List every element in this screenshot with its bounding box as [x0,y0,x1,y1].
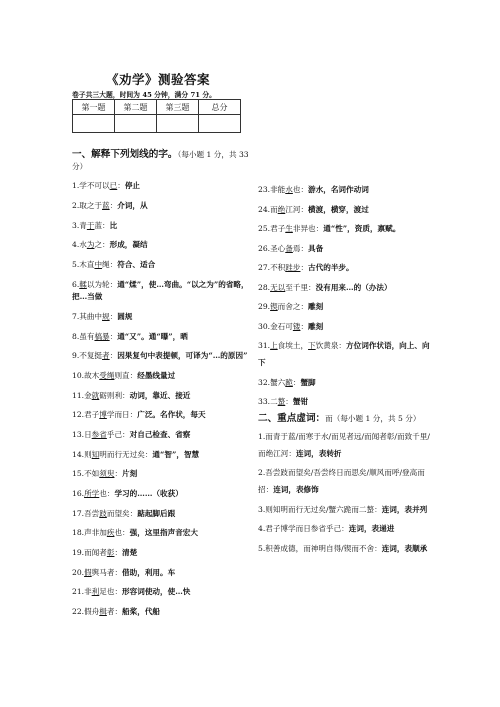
item-answer: 没有用来…的（办法） [315,282,392,292]
item-prompt: ： [114,469,123,479]
underlined-word: 輮 [79,279,87,289]
item-prompt: 20. [72,567,85,577]
item-answer: 连词，表转折 [295,448,342,458]
item-prompt: 17.吾尝 [72,508,100,518]
definition-item [72,468,252,481]
item-answer: 符合、适合 [117,259,156,269]
underlined-word: 跪 [285,377,293,387]
item-prompt: 也： [292,185,309,194]
section1-heading-text: 一、解释下列划线的字。 [72,149,178,160]
underlined-word: 备 [285,243,293,253]
item-prompt: 乎己： [106,429,130,439]
item-prompt: 21.非 [72,587,92,597]
item-prompt: 至千里： [285,282,316,292]
function-word-item [258,464,436,498]
underlined-word: 须臾 [99,469,115,479]
definition-item [258,240,436,257]
document-subtitle: 卷子共三大题，时间为 45 分钟，满分 71 分。 [72,91,216,99]
item-answer: 方位词作状语，向上、向下 [258,341,430,367]
item-answer: 踮起脚后跟 [137,508,176,518]
item-prompt: ： [292,377,301,387]
item-prompt: 江河： [285,204,309,214]
underlined-word: 蓝 [102,200,110,210]
item-prompt: 3.青 [72,220,87,230]
left-column [72,149,252,619]
underlined-word: 参省 [91,429,107,439]
item-prompt: 33.二 [258,397,278,406]
score-header-3: 第三题 [157,100,199,115]
item-prompt: 22.假舟 [72,607,100,617]
item-answer: 圆规 [117,311,133,321]
item-answer: 形成，凝结 [109,240,148,250]
item-answer: 游水，名词作动词 [308,185,369,194]
underlined-word: 中 [94,259,103,269]
item-prompt: 19.而闻者 [72,548,107,558]
definition-item [72,331,252,344]
score-cell [115,115,157,133]
underlined-word: 已 [109,181,118,191]
item-prompt: 29. [258,302,271,311]
function-word-item [258,501,436,518]
item-prompt: ： [109,351,118,361]
item-prompt: 则直： [114,370,138,380]
item-answer: 通“煣”，使…弯曲。“以之为”的省略，把…当做 [72,279,249,302]
item-prompt: 23.非能 [258,185,286,194]
item-answer: 介词，从 [117,200,148,210]
item-prompt: 1.学不可以 [72,181,110,191]
definition-item [258,374,436,391]
definition-item [72,586,252,599]
item-prompt: ： [300,321,309,331]
item-prompt: 明而行无过矣： [99,449,153,459]
item-prompt: 砺则利： [99,390,130,400]
item-prompt: 饮黄泉： [315,341,347,350]
definition-item [258,279,436,296]
item-prompt: ： [300,263,309,272]
underlined-word: 假 [84,567,92,577]
definition-item [72,547,252,560]
item-prompt: 27.不积 [258,263,286,272]
definition-item [258,318,436,335]
item-prompt: 学而日： [106,410,138,420]
item-prompt: 焉： [292,243,309,253]
underlined-word: 受绳 [99,370,115,380]
underlined-word: 水 [285,185,293,194]
definition-item [72,259,252,272]
underlined-word: 无以 [270,282,286,292]
item-prompt: 绳： [102,259,118,269]
score-cell [199,115,241,133]
underlined-word: 为 [86,240,95,250]
section2-heading-text: 二、重点虚词： [258,413,326,424]
underlined-word: 博 [99,410,107,420]
item-prompt: 14.则 [72,449,92,459]
item-prompt: 也： [99,489,115,498]
item-prompt: 以为轮： [86,279,118,289]
definition-item [72,508,252,521]
section2-note: （每小题 1 分，共 5 分） [332,414,421,423]
item-prompt: ： [114,548,123,558]
function-word-item [258,520,436,537]
item-answer: 清楚 [122,548,138,558]
score-cell [157,115,199,133]
item-prompt: 28. [258,282,271,292]
item-answer: 具备 [308,243,324,253]
item-answer: 连词，表顺承 [381,543,428,553]
item-answer: 强，这里指声音宏大 [129,528,198,538]
item-prompt: 31. [258,341,271,350]
item-prompt: 2.吾尝跂而望矣/吾尝终日而思矣/顺风而呼/登高而招： [258,468,425,494]
item-prompt: 8.虽有 [72,331,95,341]
item-answer: 蟹钳 [292,397,309,406]
item-answer: 船桨，代船 [122,607,161,617]
item-answer: 连词，表递进 [348,524,395,533]
definition-item [258,337,436,371]
definition-item [72,449,252,462]
definition-item [72,606,252,619]
underlined-word: 疾 [106,528,115,538]
definition-item [72,527,252,540]
item-prompt: 之： [94,240,110,250]
item-prompt: 4.君子博学而日参省乎己： [258,524,349,533]
item-prompt: 者： [106,607,123,617]
item-prompt: 非异也： [292,224,324,233]
function-word-item [258,428,436,462]
item-prompt: 18.声非加 [72,528,107,538]
score-header-2: 第二题 [115,100,157,115]
underlined-word: 跬步 [285,263,301,272]
definition-item [72,350,252,363]
item-answer: 蟹脚 [300,377,316,387]
definition-item [72,370,252,383]
item-prompt: 10.故木 [72,370,100,380]
section1-heading [72,149,252,173]
definition-item [72,200,252,213]
item-prompt: 而望矣： [106,508,138,518]
section2-word: 而 [325,414,333,423]
item-answer: 通“智”，智慧 [152,449,200,459]
item-prompt: 9.不复挺 [72,351,103,361]
definition-item [72,409,252,422]
item-answer: 学习的……（收获） [114,489,183,498]
item-prompt: 13.日 [72,429,92,439]
underlined-word: 跂 [99,508,107,518]
definition-item [258,393,436,410]
score-table [72,99,241,133]
item-answer: 动词，靠近、接近 [129,390,191,400]
item-prompt: ： [109,200,118,210]
item-answer: 对自己检查、省察 [129,429,191,439]
item-prompt: 25.君子 [258,224,286,233]
item-prompt: 3.则知明而行无过矣/蟹六跪而二螯： [258,504,382,514]
underlined-word: 利 [91,587,100,597]
definition-item [258,259,436,276]
item-prompt: 也： [114,528,130,538]
underlined-word: 楫 [99,607,107,617]
definition-item [72,390,252,403]
item-prompt: 11.金 [72,390,92,400]
section2-heading [258,413,436,425]
item-prompt: 16. [72,489,85,498]
score-cell [73,115,115,133]
item-prompt: 24.而 [258,204,278,214]
item-answer: 横渡，横穿，渡过 [308,204,369,214]
item-prompt: ： [109,311,118,321]
item-answer: 通“又”。通“曝”，晒 [117,331,188,341]
item-answer: 雕刻 [308,321,324,331]
item-prompt: 蓝： [94,220,110,230]
item-prompt: 26.圣心 [258,243,286,253]
document-title: 《劝学》测验答案 [106,72,211,87]
item-prompt: 5.木直 [72,259,95,269]
underlined-word: 螯 [277,397,286,406]
item-prompt: 7.其曲中 [72,311,103,321]
item-answer: 停止 [124,181,140,191]
definition-item [72,567,252,580]
section1-note: （每小题 1 分，共 33 分） [72,150,249,171]
right-column [258,181,436,557]
underlined-word: 绝 [277,204,286,214]
underlined-word: 知 [91,449,100,459]
item-prompt: 舆马者： [91,567,123,577]
underlined-word: 就 [91,390,100,400]
item-answer: 比 [109,220,118,230]
underlined-word: 所学 [84,489,100,498]
underlined-word: 彰 [106,548,115,558]
item-answer: 通“性”，资质，禀赋。 [323,224,401,233]
item-prompt: 15.不如 [72,469,100,479]
definition-item [258,298,436,315]
item-prompt: 5.积善成德，而神明自得/锲而不舍： [258,543,382,553]
definition-item [72,488,252,501]
item-answer: 连词，表并列 [381,504,428,514]
item-prompt: ： [117,181,125,191]
item-prompt: 30.金石可 [258,321,293,331]
underlined-word: 槁暴 [94,331,110,341]
underlined-word: 下 [308,341,316,350]
item-answer: 连词，表修饰 [273,485,319,494]
definition-item [72,180,252,193]
item-answer: 因果复句中表提顿，可译为“…的原因” [117,351,248,361]
item-prompt: 2.取之于 [72,200,103,210]
underlined-word: 者 [102,351,110,361]
score-header-total: 总分 [199,100,241,115]
item-prompt: ： [285,397,293,406]
item-answer: 借助，利用。车 [122,567,176,577]
item-prompt: 4.水 [72,240,87,250]
definition-item [72,239,252,252]
item-answer: 经墨线量过 [137,370,176,380]
definition-item [72,429,252,442]
item-prompt: 1.而青于蓝/而寒于水/而见者远/而闻者彰/而致千里/而绝江河： [258,431,430,458]
underlined-word: 上 [270,341,278,350]
item-answer: 广泛。名作状，每天 [137,410,206,420]
definition-item [258,220,436,237]
underlined-word: 于 [86,220,95,230]
definition-item [258,181,436,198]
underlined-word: 镂 [292,321,301,331]
definition-item [72,311,252,324]
underlined-word: 规 [102,311,110,321]
definition-item [72,279,252,304]
item-answer: 形容词使动，使…快 [122,587,191,597]
item-answer: 古代的半步。 [308,263,354,272]
definition-item [258,201,436,218]
item-answer: 雕刻 [308,302,324,311]
item-prompt: 足也： [99,587,123,597]
item-prompt: 12.君子 [72,410,100,420]
item-prompt: ： [109,331,118,341]
item-prompt: 32.蟹六 [258,377,286,387]
function-word-item [258,540,436,557]
underlined-word: 锲 [270,302,278,311]
item-answer: 片刻 [122,469,138,479]
item-prompt: 6. [72,279,80,289]
item-prompt: 而舍之： [277,302,309,311]
score-header-1: 第一题 [73,100,115,115]
underlined-word: 生 [285,224,293,233]
item-prompt: 食埃土， [277,341,309,350]
definition-item [72,220,252,233]
